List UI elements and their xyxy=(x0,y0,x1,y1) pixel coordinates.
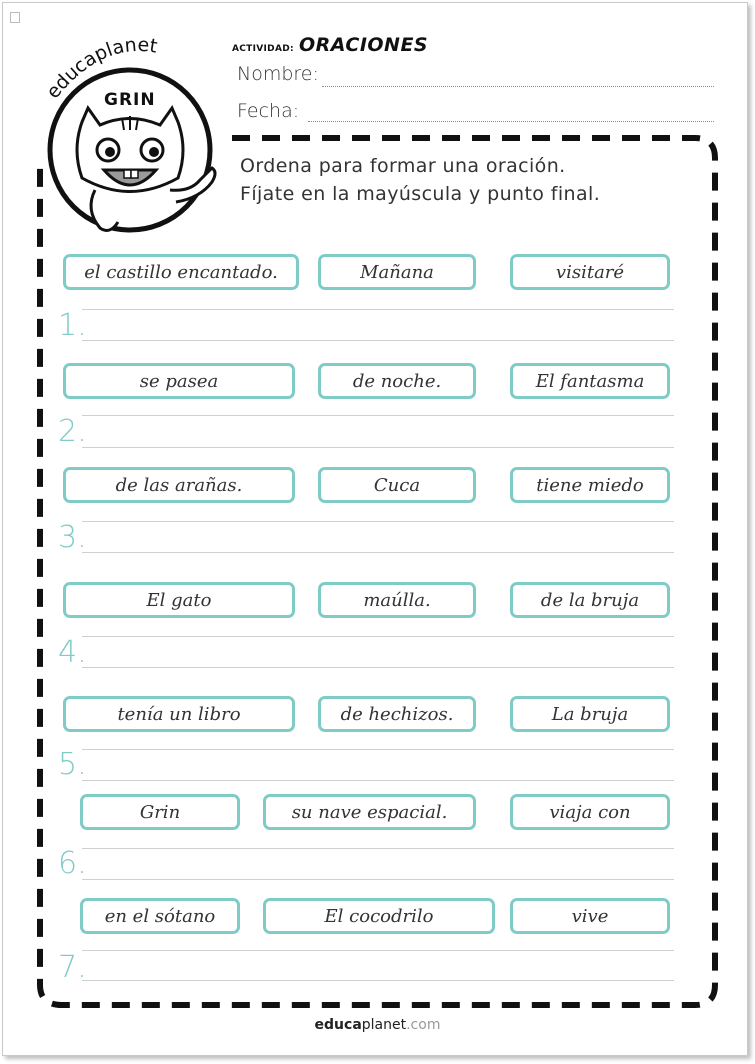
row-number: 3. xyxy=(58,520,87,555)
writing-line[interactable] xyxy=(82,309,674,310)
word-card[interactable]: visitaré xyxy=(510,254,670,290)
activity-label: ACTIVIDAD: xyxy=(232,44,294,54)
writing-line[interactable] xyxy=(82,415,674,416)
writing-line[interactable] xyxy=(82,447,674,448)
writing-line[interactable] xyxy=(82,667,674,668)
word-card[interactable]: Cuca xyxy=(318,467,476,503)
word-card[interactable]: de la bruja xyxy=(510,582,670,618)
row-number: 4. xyxy=(58,635,87,670)
date-field[interactable] xyxy=(308,121,714,122)
word-card[interactable]: maúlla. xyxy=(318,582,476,618)
date-label: Fecha: xyxy=(237,100,300,122)
word-card[interactable]: de noche. xyxy=(318,363,476,399)
word-card[interactable]: tenía un libro xyxy=(63,696,295,732)
instructions xyxy=(240,152,600,208)
word-card[interactable]: El fantasma xyxy=(510,363,670,399)
writing-line[interactable] xyxy=(82,879,674,880)
word-card[interactable]: tiene miedo xyxy=(510,467,670,503)
word-card[interactable]: el castillo encantado. xyxy=(63,254,299,290)
footer-brand-main: planet xyxy=(361,1017,407,1033)
footer-brand-tld: .com xyxy=(406,1017,441,1033)
word-card[interactable]: se pasea xyxy=(63,363,295,399)
writing-line[interactable] xyxy=(82,749,674,750)
name-label: Nombre: xyxy=(237,63,319,85)
writing-line[interactable] xyxy=(82,980,674,981)
row-number: 7. xyxy=(58,950,87,985)
row-number: 6. xyxy=(58,846,87,881)
activity-title: ORACIONES xyxy=(298,34,429,56)
footer-brand-bold: educa xyxy=(314,1017,362,1033)
word-card[interactable]: La bruja xyxy=(510,696,670,732)
writing-line[interactable] xyxy=(82,636,674,637)
word-card[interactable]: viaja con xyxy=(510,794,670,830)
writing-line[interactable] xyxy=(82,552,674,553)
writing-line[interactable] xyxy=(82,340,674,341)
row-number: 1. xyxy=(58,308,87,343)
writing-line[interactable] xyxy=(82,848,674,849)
activity-heading xyxy=(232,34,428,56)
row-number: 2. xyxy=(58,414,87,449)
writing-line[interactable] xyxy=(82,521,674,522)
word-card[interactable]: de las arañas. xyxy=(63,467,295,503)
instruction-line: Ordena para formar una oración. xyxy=(240,155,566,177)
word-card[interactable]: su nave espacial. xyxy=(263,794,476,830)
writing-line[interactable] xyxy=(82,950,674,951)
word-card[interactable]: de hechizos. xyxy=(318,696,476,732)
writing-line[interactable] xyxy=(82,780,674,781)
word-card[interactable]: en el sótano xyxy=(80,898,240,934)
word-card[interactable]: Mañana xyxy=(318,254,476,290)
word-card[interactable]: El cocodrilo xyxy=(263,898,495,934)
row-number: 5. xyxy=(58,747,87,782)
instruction-line: Fíjate en la mayúscula y punto final. xyxy=(240,183,601,205)
name-field[interactable] xyxy=(322,86,714,87)
word-card[interactable]: vive xyxy=(510,898,670,934)
mascot-name-label: GRIN xyxy=(104,90,156,110)
footer-brand xyxy=(0,1017,755,1033)
word-card[interactable]: El gato xyxy=(63,582,295,618)
educaplanet-logo: educaplanet xyxy=(42,33,159,103)
word-card[interactable]: Grin xyxy=(80,794,240,830)
